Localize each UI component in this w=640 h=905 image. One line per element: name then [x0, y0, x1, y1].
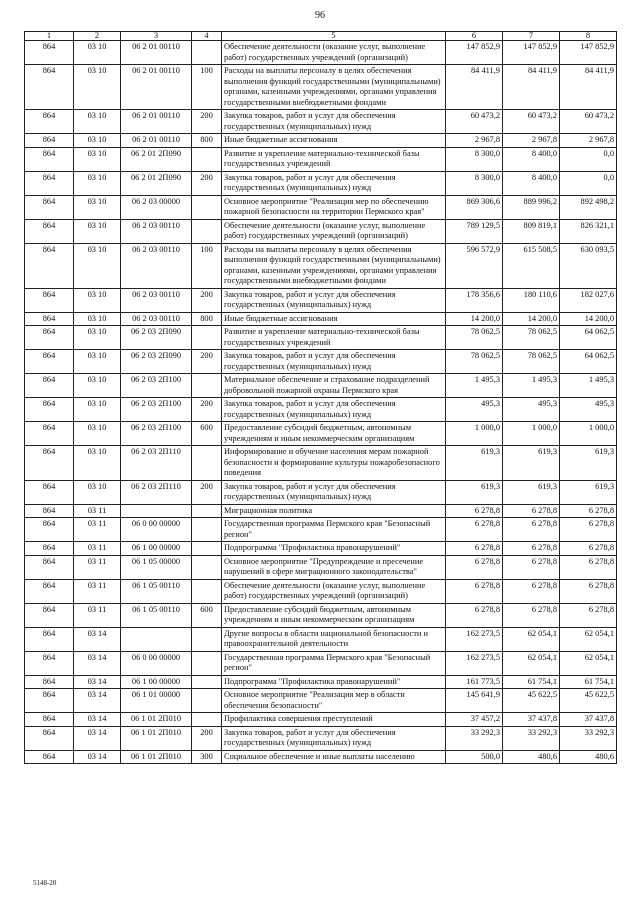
- target-article-cell: 06 2 01 00110: [121, 65, 192, 110]
- amount-2021-cell: 161 773,5: [446, 675, 503, 689]
- amount-2023-cell: 64 062,5: [560, 326, 617, 350]
- table-row: [25, 288, 617, 312]
- header-cell: 8: [560, 32, 617, 41]
- amount-2022-cell: 6 278,8: [503, 603, 560, 627]
- description-cell: Закупка товаров, работ и услуг для обеспечения государственных (муниципальных) нужд: [222, 171, 446, 195]
- target-article-cell: 06 2 01 00110: [121, 110, 192, 134]
- description-cell: Обеспечение деятельности (оказание услуг, выполнение работ) государственных учреждений (организаций): [222, 219, 446, 243]
- amount-2023-cell: 480,6: [560, 750, 617, 764]
- amount-2022-cell: 8 400,0: [503, 171, 560, 195]
- table-body: [25, 32, 617, 764]
- amount-2023-cell: 64 062,5: [560, 350, 617, 374]
- table-row: [25, 542, 617, 556]
- section-code-cell: 03 10: [74, 446, 121, 481]
- amount-2021-cell: 162 273,5: [446, 627, 503, 651]
- table-row: [25, 243, 617, 288]
- amount-2021-cell: 1 495,3: [446, 374, 503, 398]
- amount-2023-cell: 892 498,2: [560, 195, 617, 219]
- target-article-cell: 06 2 01 00110: [121, 134, 192, 148]
- description-cell: Материальное обеспечение и страхование подразделений добровольной пожарной охраны Пермского края: [222, 374, 446, 398]
- section-code-cell: 03 10: [74, 243, 121, 288]
- amount-2022-cell: 180 110,6: [503, 288, 560, 312]
- amount-2022-cell: 61 754,1: [503, 675, 560, 689]
- target-article-cell: 06 2 03 2П090: [121, 326, 192, 350]
- amount-2021-cell: 33 292,3: [446, 726, 503, 750]
- amount-2022-cell: 33 292,3: [503, 726, 560, 750]
- amount-2021-cell: 84 411,9: [446, 65, 503, 110]
- table-row: [25, 726, 617, 750]
- chapter-code-cell: 864: [25, 134, 74, 148]
- expense-type-cell: [192, 147, 222, 171]
- section-code-cell: 03 10: [74, 350, 121, 374]
- section-code-cell: 03 14: [74, 713, 121, 727]
- amount-2021-cell: 6 278,8: [446, 504, 503, 518]
- description-cell: Закупка товаров, работ и услуг для обеспечения государственных (муниципальных) нужд: [222, 110, 446, 134]
- expense-type-cell: [192, 504, 222, 518]
- table-row: [25, 374, 617, 398]
- amount-2022-cell: 1 495,3: [503, 374, 560, 398]
- amount-2022-cell: 809 819,1: [503, 219, 560, 243]
- table-row: [25, 65, 617, 110]
- table-row: [25, 110, 617, 134]
- amount-2021-cell: 8 300,0: [446, 171, 503, 195]
- chapter-code-cell: 864: [25, 713, 74, 727]
- table-row: [25, 350, 617, 374]
- header-cell: 3: [121, 32, 192, 41]
- expense-type-cell: 800: [192, 312, 222, 326]
- section-code-cell: 03 14: [74, 651, 121, 675]
- chapter-code-cell: 864: [25, 518, 74, 542]
- description-cell: Закупка товаров, работ и услуг для обеспечения государственных (муниципальных) нужд: [222, 288, 446, 312]
- target-article-cell: 06 2 03 2П090: [121, 350, 192, 374]
- chapter-code-cell: 864: [25, 110, 74, 134]
- target-article-cell: 06 1 05 00110: [121, 603, 192, 627]
- target-article-cell: 06 1 05 00000: [121, 555, 192, 579]
- footer-code: 5148-20: [33, 879, 57, 887]
- amount-2021-cell: 8 300,0: [446, 147, 503, 171]
- amount-2023-cell: 33 292,3: [560, 726, 617, 750]
- table-row: [25, 555, 617, 579]
- description-cell: Основное мероприятие "Предупреждение и пресечение нарушений в сфере миграционного законодательства": [222, 555, 446, 579]
- amount-2023-cell: 6 278,8: [560, 542, 617, 556]
- amount-2021-cell: 145 641,9: [446, 689, 503, 713]
- amount-2022-cell: 6 278,8: [503, 542, 560, 556]
- chapter-code-cell: 864: [25, 326, 74, 350]
- expense-type-cell: [192, 446, 222, 481]
- description-cell: Предоставление субсидий бюджетным, автономным учреждениям и иным некоммерческим организациям: [222, 603, 446, 627]
- expense-type-cell: 600: [192, 603, 222, 627]
- amount-2021-cell: 6 278,8: [446, 603, 503, 627]
- table-row: [25, 518, 617, 542]
- section-code-cell: 03 14: [74, 689, 121, 713]
- chapter-code-cell: 864: [25, 243, 74, 288]
- amount-2023-cell: 0,0: [560, 171, 617, 195]
- description-cell: Предоставление субсидий бюджетным, автономным учреждениям и иным некоммерческим организациям: [222, 422, 446, 446]
- target-article-cell: 06 2 03 2П110: [121, 480, 192, 504]
- chapter-code-cell: 864: [25, 398, 74, 422]
- amount-2021-cell: 178 356,6: [446, 288, 503, 312]
- expense-type-cell: 800: [192, 134, 222, 148]
- section-code-cell: 03 10: [74, 374, 121, 398]
- description-cell: Расходы на выплаты персоналу в целях обеспечения выполнения функций государственными (муниципальными) органами, казенными учреждениями, органами управления государственными внебюджетными фондами: [222, 243, 446, 288]
- chapter-code-cell: 864: [25, 171, 74, 195]
- amount-2022-cell: 1 000,0: [503, 422, 560, 446]
- chapter-code-cell: 864: [25, 312, 74, 326]
- table-row: [25, 579, 617, 603]
- header-cell: 1: [25, 32, 74, 41]
- amount-2023-cell: 1 000,0: [560, 422, 617, 446]
- amount-2021-cell: 37 457,2: [446, 713, 503, 727]
- amount-2023-cell: 826 321,1: [560, 219, 617, 243]
- amount-2022-cell: 6 278,8: [503, 579, 560, 603]
- target-article-cell: 06 2 03 2П100: [121, 374, 192, 398]
- amount-2021-cell: 619,3: [446, 480, 503, 504]
- expense-type-cell: 100: [192, 65, 222, 110]
- target-article-cell: 06 0 00 00000: [121, 518, 192, 542]
- section-code-cell: 03 10: [74, 65, 121, 110]
- chapter-code-cell: 864: [25, 675, 74, 689]
- page-number: 96: [315, 10, 325, 21]
- amount-2023-cell: 6 278,8: [560, 504, 617, 518]
- chapter-code-cell: 864: [25, 603, 74, 627]
- expense-type-cell: 200: [192, 726, 222, 750]
- section-code-cell: 03 10: [74, 171, 121, 195]
- amount-2021-cell: 147 852,9: [446, 41, 503, 65]
- amount-2023-cell: 6 278,8: [560, 555, 617, 579]
- amount-2022-cell: 62 054,1: [503, 627, 560, 651]
- chapter-code-cell: 864: [25, 288, 74, 312]
- amount-2022-cell: 78 062,5: [503, 326, 560, 350]
- amount-2022-cell: 45 622,5: [503, 689, 560, 713]
- amount-2023-cell: 619,3: [560, 446, 617, 481]
- description-cell: Иные бюджетные ассигнования: [222, 134, 446, 148]
- section-code-cell: 03 14: [74, 726, 121, 750]
- header-cell: 4: [192, 32, 222, 41]
- chapter-code-cell: 864: [25, 350, 74, 374]
- table-row: [25, 750, 617, 764]
- table-row: [25, 41, 617, 65]
- table-row: [25, 195, 617, 219]
- header-cell: 6: [446, 32, 503, 41]
- section-code-cell: 03 10: [74, 219, 121, 243]
- chapter-code-cell: 864: [25, 65, 74, 110]
- expense-type-cell: 200: [192, 398, 222, 422]
- amount-2021-cell: 78 062,5: [446, 326, 503, 350]
- header-cell: 7: [503, 32, 560, 41]
- description-cell: Социальное обеспечение и иные выплаты населению: [222, 750, 446, 764]
- amount-2021-cell: 6 278,8: [446, 518, 503, 542]
- amount-2023-cell: 61 754,1: [560, 675, 617, 689]
- section-code-cell: 03 10: [74, 288, 121, 312]
- expense-type-cell: [192, 689, 222, 713]
- amount-2023-cell: 60 473,2: [560, 110, 617, 134]
- section-code-cell: 03 10: [74, 480, 121, 504]
- table-row: [25, 480, 617, 504]
- target-article-cell: 06 2 03 00110: [121, 312, 192, 326]
- description-cell: Подпрограмма "Профилактика правонарушений": [222, 675, 446, 689]
- amount-2022-cell: 60 473,2: [503, 110, 560, 134]
- amount-2023-cell: 84 411,9: [560, 65, 617, 110]
- chapter-code-cell: 864: [25, 726, 74, 750]
- description-cell: Иные бюджетные ассигнования: [222, 312, 446, 326]
- table-row: [25, 422, 617, 446]
- target-article-cell: 06 2 03 2П110: [121, 446, 192, 481]
- table-row: [25, 398, 617, 422]
- expense-type-cell: 300: [192, 750, 222, 764]
- target-article-cell: 06 2 03 00000: [121, 195, 192, 219]
- expense-type-cell: [192, 627, 222, 651]
- amount-2022-cell: 78 062,5: [503, 350, 560, 374]
- target-article-cell: 06 0 00 00000: [121, 651, 192, 675]
- amount-2023-cell: 147 852,9: [560, 41, 617, 65]
- amount-2022-cell: 84 411,9: [503, 65, 560, 110]
- expense-type-cell: [192, 518, 222, 542]
- expense-type-cell: [192, 41, 222, 65]
- chapter-code-cell: 864: [25, 689, 74, 713]
- description-cell: Закупка товаров, работ и услуг для обеспечения государственных (муниципальных) нужд: [222, 480, 446, 504]
- description-cell: Развитие и укрепление материально-технической базы государственных учреждений: [222, 147, 446, 171]
- chapter-code-cell: 864: [25, 374, 74, 398]
- amount-2022-cell: 615 508,5: [503, 243, 560, 288]
- amount-2021-cell: 6 278,8: [446, 555, 503, 579]
- expense-type-cell: 200: [192, 480, 222, 504]
- description-cell: Информирование и обучение населения мерам пожарной безопасности и формирование культуры пожаробезопасного поведения: [222, 446, 446, 481]
- chapter-code-cell: 864: [25, 627, 74, 651]
- description-cell: Расходы на выплаты персоналу в целях обеспечения выполнения функций государственными (муниципальными) органами, казенными учреждениями, органами управления государственными внебюджетными фондами: [222, 65, 446, 110]
- section-code-cell: 03 11: [74, 603, 121, 627]
- expense-type-cell: [192, 713, 222, 727]
- expense-type-cell: 200: [192, 350, 222, 374]
- amount-2023-cell: 495,3: [560, 398, 617, 422]
- expense-type-cell: 100: [192, 243, 222, 288]
- amount-2023-cell: 1 495,3: [560, 374, 617, 398]
- expense-type-cell: 200: [192, 110, 222, 134]
- description-cell: Развитие и укрепление материально-технической базы государственных учреждений: [222, 326, 446, 350]
- amount-2021-cell: 6 278,8: [446, 542, 503, 556]
- section-code-cell: 03 10: [74, 312, 121, 326]
- table-row: [25, 627, 617, 651]
- amount-2022-cell: 495,3: [503, 398, 560, 422]
- section-code-cell: 03 11: [74, 518, 121, 542]
- amount-2021-cell: 60 473,2: [446, 110, 503, 134]
- amount-2022-cell: 8 400,0: [503, 147, 560, 171]
- target-article-cell: 06 1 01 00000: [121, 689, 192, 713]
- table-row: [25, 312, 617, 326]
- section-code-cell: 03 10: [74, 195, 121, 219]
- amount-2021-cell: 596 572,9: [446, 243, 503, 288]
- amount-2023-cell: 619,3: [560, 480, 617, 504]
- table-row: [25, 171, 617, 195]
- amount-2023-cell: 630 093,5: [560, 243, 617, 288]
- table-row: [25, 689, 617, 713]
- amount-2023-cell: 37 437,8: [560, 713, 617, 727]
- amount-2022-cell: 2 967,8: [503, 134, 560, 148]
- section-code-cell: 03 10: [74, 110, 121, 134]
- amount-2021-cell: 869 306,6: [446, 195, 503, 219]
- expense-type-cell: [192, 195, 222, 219]
- amount-2021-cell: 619,3: [446, 446, 503, 481]
- amount-2023-cell: 0,0: [560, 147, 617, 171]
- amount-2021-cell: 162 273,5: [446, 651, 503, 675]
- budget-table: [24, 31, 617, 764]
- expense-type-cell: 600: [192, 422, 222, 446]
- amount-2022-cell: 37 437,8: [503, 713, 560, 727]
- amount-2023-cell: 14 200,0: [560, 312, 617, 326]
- description-cell: Подпрограмма "Профилактика правонарушений": [222, 542, 446, 556]
- target-article-cell: 06 2 03 2П100: [121, 422, 192, 446]
- amount-2021-cell: 14 200,0: [446, 312, 503, 326]
- amount-2021-cell: 500,0: [446, 750, 503, 764]
- table-row: [25, 504, 617, 518]
- section-code-cell: 03 11: [74, 579, 121, 603]
- expense-type-cell: [192, 374, 222, 398]
- expense-type-cell: [192, 326, 222, 350]
- expense-type-cell: [192, 579, 222, 603]
- table-row: [25, 651, 617, 675]
- description-cell: Закупка товаров, работ и услуг для обеспечения государственных (муниципальных) нужд: [222, 398, 446, 422]
- description-cell: Другие вопросы в области национальной безопасности и правоохранительной деятельности: [222, 627, 446, 651]
- target-article-cell: [121, 627, 192, 651]
- target-article-cell: 06 2 03 00110: [121, 288, 192, 312]
- target-article-cell: 06 1 01 2П010: [121, 750, 192, 764]
- header-cell: 5: [222, 32, 446, 41]
- description-cell: Закупка товаров, работ и услуг для обеспечения государственных (муниципальных) нужд: [222, 726, 446, 750]
- amount-2022-cell: 6 278,8: [503, 518, 560, 542]
- section-code-cell: 03 10: [74, 134, 121, 148]
- section-code-cell: 03 14: [74, 750, 121, 764]
- target-article-cell: 06 2 03 2П100: [121, 398, 192, 422]
- chapter-code-cell: 864: [25, 480, 74, 504]
- description-cell: Закупка товаров, работ и услуг для обеспечения государственных (муниципальных) нужд: [222, 350, 446, 374]
- amount-2022-cell: 14 200,0: [503, 312, 560, 326]
- amount-2021-cell: 1 000,0: [446, 422, 503, 446]
- chapter-code-cell: 864: [25, 504, 74, 518]
- target-article-cell: 06 2 01 2П090: [121, 147, 192, 171]
- chapter-code-cell: 864: [25, 555, 74, 579]
- description-cell: Обеспечение деятельности (оказание услуг, выполнение работ) государственных учреждений (организаций): [222, 41, 446, 65]
- target-article-cell: 06 2 01 2П090: [121, 171, 192, 195]
- header-cell: 2: [74, 32, 121, 41]
- chapter-code-cell: 864: [25, 219, 74, 243]
- table-row: [25, 134, 617, 148]
- description-cell: Профилактика совершения преступлений: [222, 713, 446, 727]
- expense-type-cell: 200: [192, 171, 222, 195]
- expense-type-cell: [192, 675, 222, 689]
- amount-2023-cell: 6 278,8: [560, 518, 617, 542]
- target-article-cell: 06 1 01 2П010: [121, 713, 192, 727]
- amount-2023-cell: 6 278,8: [560, 579, 617, 603]
- description-cell: Миграционная политика: [222, 504, 446, 518]
- table-header-row: [25, 32, 617, 41]
- chapter-code-cell: 864: [25, 147, 74, 171]
- target-article-cell: 06 2 03 00110: [121, 219, 192, 243]
- chapter-code-cell: 864: [25, 750, 74, 764]
- target-article-cell: 06 1 05 00110: [121, 579, 192, 603]
- chapter-code-cell: 864: [25, 422, 74, 446]
- target-article-cell: 06 2 03 00110: [121, 243, 192, 288]
- chapter-code-cell: 864: [25, 195, 74, 219]
- expense-type-cell: 200: [192, 288, 222, 312]
- chapter-code-cell: 864: [25, 651, 74, 675]
- chapter-code-cell: 864: [25, 41, 74, 65]
- expense-type-cell: [192, 651, 222, 675]
- amount-2022-cell: 619,3: [503, 446, 560, 481]
- amount-2023-cell: 2 967,8: [560, 134, 617, 148]
- chapter-code-cell: 864: [25, 446, 74, 481]
- section-code-cell: 03 11: [74, 504, 121, 518]
- target-article-cell: [121, 504, 192, 518]
- section-code-cell: 03 11: [74, 542, 121, 556]
- amount-2022-cell: 480,6: [503, 750, 560, 764]
- section-code-cell: 03 10: [74, 398, 121, 422]
- section-code-cell: 03 10: [74, 422, 121, 446]
- amount-2023-cell: 62 054,1: [560, 627, 617, 651]
- amount-2023-cell: 45 622,5: [560, 689, 617, 713]
- amount-2022-cell: 147 852,9: [503, 41, 560, 65]
- expense-type-cell: [192, 555, 222, 579]
- section-code-cell: 03 11: [74, 555, 121, 579]
- target-article-cell: 06 1 01 2П010: [121, 726, 192, 750]
- table-row: [25, 603, 617, 627]
- amount-2022-cell: 62 054,1: [503, 651, 560, 675]
- expense-type-cell: [192, 542, 222, 556]
- amount-2023-cell: 6 278,8: [560, 603, 617, 627]
- description-cell: Основное мероприятие "Реализация мер по обеспечению пожарной безопасности на территории Пермского края": [222, 195, 446, 219]
- table-row: [25, 713, 617, 727]
- description-cell: Государственная программа Пермского края "Безопасный регион": [222, 518, 446, 542]
- section-code-cell: 03 10: [74, 147, 121, 171]
- table-row: [25, 675, 617, 689]
- chapter-code-cell: 864: [25, 542, 74, 556]
- amount-2021-cell: 495,3: [446, 398, 503, 422]
- section-code-cell: 03 10: [74, 326, 121, 350]
- amount-2023-cell: 182 027,6: [560, 288, 617, 312]
- expense-type-cell: [192, 219, 222, 243]
- amount-2021-cell: 78 062,5: [446, 350, 503, 374]
- amount-2023-cell: 62 054,1: [560, 651, 617, 675]
- section-code-cell: 03 14: [74, 627, 121, 651]
- target-article-cell: 06 1 00 00000: [121, 675, 192, 689]
- target-article-cell: 06 2 01 00110: [121, 41, 192, 65]
- amount-2021-cell: 2 967,8: [446, 134, 503, 148]
- description-cell: Государственная программа Пермского края "Безопасный регион": [222, 651, 446, 675]
- amount-2021-cell: 789 129,5: [446, 219, 503, 243]
- description-cell: Обеспечение деятельности (оказание услуг, выполнение работ) государственных учреждений (организаций): [222, 579, 446, 603]
- chapter-code-cell: 864: [25, 579, 74, 603]
- section-code-cell: 03 10: [74, 41, 121, 65]
- amount-2022-cell: 889 996,2: [503, 195, 560, 219]
- amount-2022-cell: 6 278,8: [503, 504, 560, 518]
- amount-2022-cell: 6 278,8: [503, 555, 560, 579]
- target-article-cell: 06 1 00 00000: [121, 542, 192, 556]
- description-cell: Основное мероприятие "Реализация мер в области обеспечения безопасности": [222, 689, 446, 713]
- table-row: [25, 446, 617, 481]
- table-row: [25, 147, 617, 171]
- table-row: [25, 219, 617, 243]
- table-row: [25, 326, 617, 350]
- amount-2021-cell: 6 278,8: [446, 579, 503, 603]
- amount-2022-cell: 619,3: [503, 480, 560, 504]
- section-code-cell: 03 14: [74, 675, 121, 689]
